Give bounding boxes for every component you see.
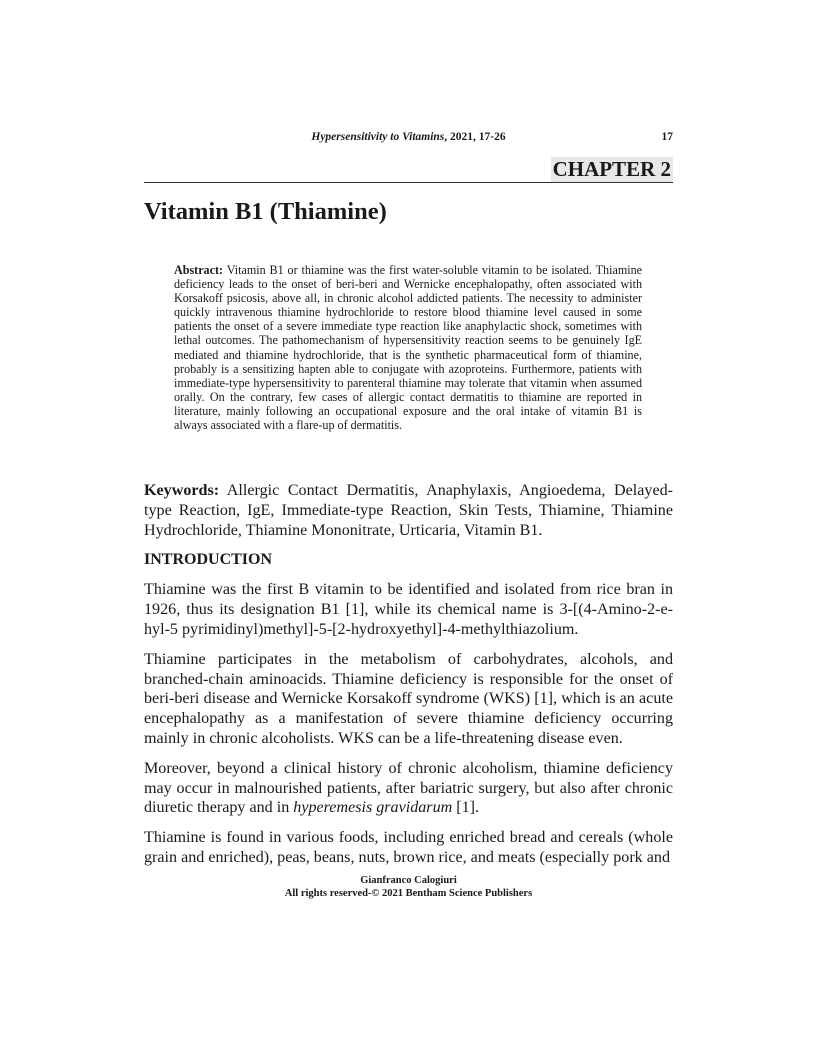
journal-citation — [144, 131, 673, 143]
journal-year-pages: , 2021, 17-26 — [444, 131, 506, 143]
paragraph-3-start: Moreover, beyond a clinical history of chronic alcoholism, thiamine deficiency may occur in malnourished patients, after bariatric surgery, but also after chronic diuretic therapy and in — [144, 759, 673, 817]
paragraph-2: Thiamine participates in the metabolism of carbohydrates, alcohols, and branched-chain aminoacids. Thiamine deficiency is responsible for the onset of beri-beri disease and Wernicke Korsakoff syndrome (WKS) [1], which is an acute encephalopathy as a manifestation of severe thiamine deficiency occurring mainly in chronic alcoholists. WKS can be a life-threatening disease even. — [144, 650, 673, 747]
footer-author: Gianfranco Calogiuri — [360, 875, 457, 886]
paragraph-4: Thiamine is found in various foods, including enriched bread and cereals (whole grain and enriched), peas, beans, nuts, brown rice, and meats (especially pork and — [144, 829, 673, 866]
chapter-label: CHAPTER 2 — [552, 157, 671, 181]
paragraph-1: Thiamine was the first B vitamin to be identified and isolated from rice bran in 1926, thus its designation B1 [1], while its chemical name is 3-[(4-Amino-2-e-hyl-5 pyrimidinyl)methyl]-5-[2-hydroxyethyl]-4-methylthiazolium. — [144, 581, 673, 638]
keywords-label: Keywords: — [144, 482, 220, 499]
page-footer — [144, 874, 673, 900]
abstract-text: Vitamin B1 or thiamine was the first water-soluble vitamin to be isolated. Thiamine deficiency leads to the onset of beri-beri and Wernicke encephalopathy, often associated with Korsakoff psicosis, above all, in chronic alcohol addicted patients. The necessity to administer quickly intravenous thiamine hydrochloride to restore blood thiamine level caused in some patients the onset of a severe immediate type reaction like anaphylactic shock, sometimes with lethal outcomes. The pathomechanism of hypersensitivity reaction seems to be genuinely IgE mediated and thiamine hydrochloride, that is the synthetic pharmaceutical form of thiamine, probably is a sensitizing hapten able to conjugate with azoproteins. Furthermore, patients with immediate-type hypersensitivity to parenteral thiamine may tolerate that vitamin when assumed orally. On the contrary, few cases of allergic contact dermatitis to thiamine are reported in literature, mainly following an occupational exposure and the oral intake of vitamin B1 is always associated with a flare-up of dermatitis. — [174, 263, 643, 433]
page-number: 17 — [661, 131, 673, 143]
keywords-paragraph — [144, 481, 673, 540]
paragraph-3-italic-term: hyperemesis gravidarum — [293, 799, 453, 817]
footer-rights: All rights reserved-© 2021 Bentham Science Publishers — [284, 888, 533, 899]
paragraph-3-end: [1]. — [452, 799, 480, 817]
body-text — [144, 481, 673, 878]
abstract-block — [174, 263, 642, 432]
keywords-text: Allergic Contact Dermatitis, Anaphylaxis, Angioedema, Delayed-type Reaction, IgE, Immediate-type Reaction, Skin Tests, Thiamine, Thiamine Hydrochloride, Thiamine Mononitrate, Urticaria, Vitamin B1. — [144, 482, 673, 539]
journal-title: Hypersensitivity to Vitamins — [311, 131, 445, 143]
running-header — [144, 131, 673, 149]
paragraph-3 — [144, 759, 673, 818]
header-divider — [144, 182, 673, 183]
section-heading-introduction: INTRODUCTION — [144, 551, 273, 569]
abstract-label: Abstract: — [174, 263, 224, 277]
chapter-title: Vitamin B1 (Thiamine) — [144, 198, 387, 225]
